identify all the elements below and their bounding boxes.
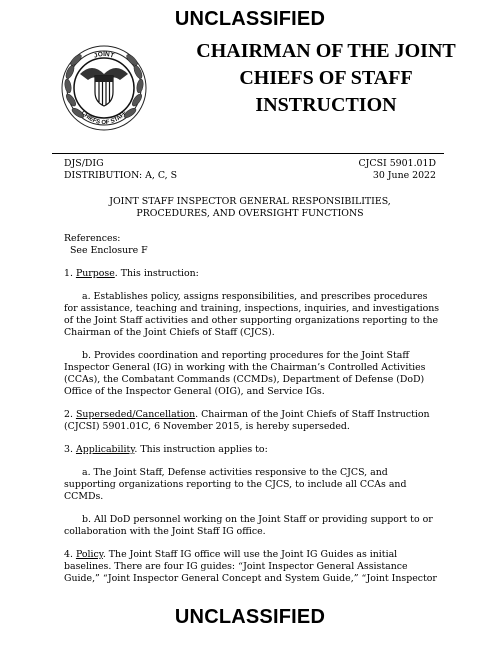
title-line-1: CHAIRMAN OF THE JOINT <box>196 40 456 62</box>
section-1a-line-1: a. Establishes policy, assigns responsibilities, and prescribes procedures <box>82 291 428 302</box>
section-4-line-2: baselines. There are four IG guides: “Joint Inspector General Assistance <box>64 561 408 572</box>
doc-title-line-2: PROCEDURES, AND OVERSIGHT FUNCTIONS <box>136 208 364 219</box>
section-1b-line-3: (CCAs), the Combatant Commands (CCMDs), Department of Defense (DoD) <box>64 374 425 385</box>
title-line-2: CHIEFS OF STAFF <box>239 67 413 89</box>
section-3a-line-1: a. The Joint Staff, Defense activities responsive to the CJCS, and <box>82 467 388 478</box>
classification-banner-bottom: UNCLASSIFIED <box>174 606 326 628</box>
instruction-date: 30 June 2022 <box>372 170 436 181</box>
section-1a-line-2: for assistance, teaching and training, inspections, inquiries, and investigations <box>64 303 440 314</box>
section-1-heading: 1. Purpose. This instruction: <box>64 268 199 279</box>
title-line-3: INSTRUCTION <box>255 94 397 116</box>
instruction-number: CJCSI 5901.01D <box>358 158 436 169</box>
section-1a-line-3: of the Joint Staff activities and other supporting organizations reporting to the <box>64 315 439 326</box>
section-3-heading: 3. Applicability. This instruction applies to: <box>64 444 268 455</box>
references-value: See Enclosure F <box>70 245 148 256</box>
references-label: References: <box>64 233 121 244</box>
doc-title-line-1: JOINT STAFF INSPECTOR GENERAL RESPONSIBILITIES, <box>109 196 391 207</box>
seal-top-text: JOINT <box>93 50 115 60</box>
header-divider <box>52 153 444 154</box>
distribution: DISTRIBUTION: A, C, S <box>64 170 178 181</box>
section-4-heading: 4. Policy. The Joint Staff IG office will use the Joint IG Guides as initial <box>64 549 398 560</box>
section-3b-line-2: collaboration with the Joint Staff IG office. <box>64 526 266 537</box>
section-1b-line-1: b. Provides coordination and reporting procedures for the Joint Staff <box>82 350 409 361</box>
office-code: DJS/DIG <box>64 158 104 169</box>
section-3b-line-1: b. All DoD personnel working on the Joint Staff or providing support to or <box>82 514 433 525</box>
section-3a-line-2: supporting organizations reporting to the CJCS, to include all CCAs and <box>64 479 407 490</box>
section-1a-line-4: Chairman of the Joint Chiefs of Staff (CJCS). <box>64 327 275 338</box>
section-2-heading: 2. Superseded/Cancellation. Chairman of the Joint Chiefs of Staff Instruction <box>64 409 430 420</box>
section-1b-line-2: Inspector General (IG) in working with the Chairman’s Controlled Activities <box>64 362 426 373</box>
joint-chiefs-seal-icon <box>58 40 150 140</box>
seal-bottom-text: CHIEFS OF STAFF <box>79 109 129 127</box>
classification-banner-top: UNCLASSIFIED <box>174 8 326 30</box>
section-1b-line-4: Office of the Inspector General (OIG), and Service IGs. <box>64 386 325 397</box>
section-2-line-2: (CJCSI) 5901.01C, 6 November 2015, is hereby superseded. <box>64 421 350 432</box>
section-4-line-3: Guide,” “Joint Inspector General Concept and System Guide,” “Joint Inspector <box>64 573 437 584</box>
section-3a-line-3: CCMDs. <box>64 491 104 502</box>
